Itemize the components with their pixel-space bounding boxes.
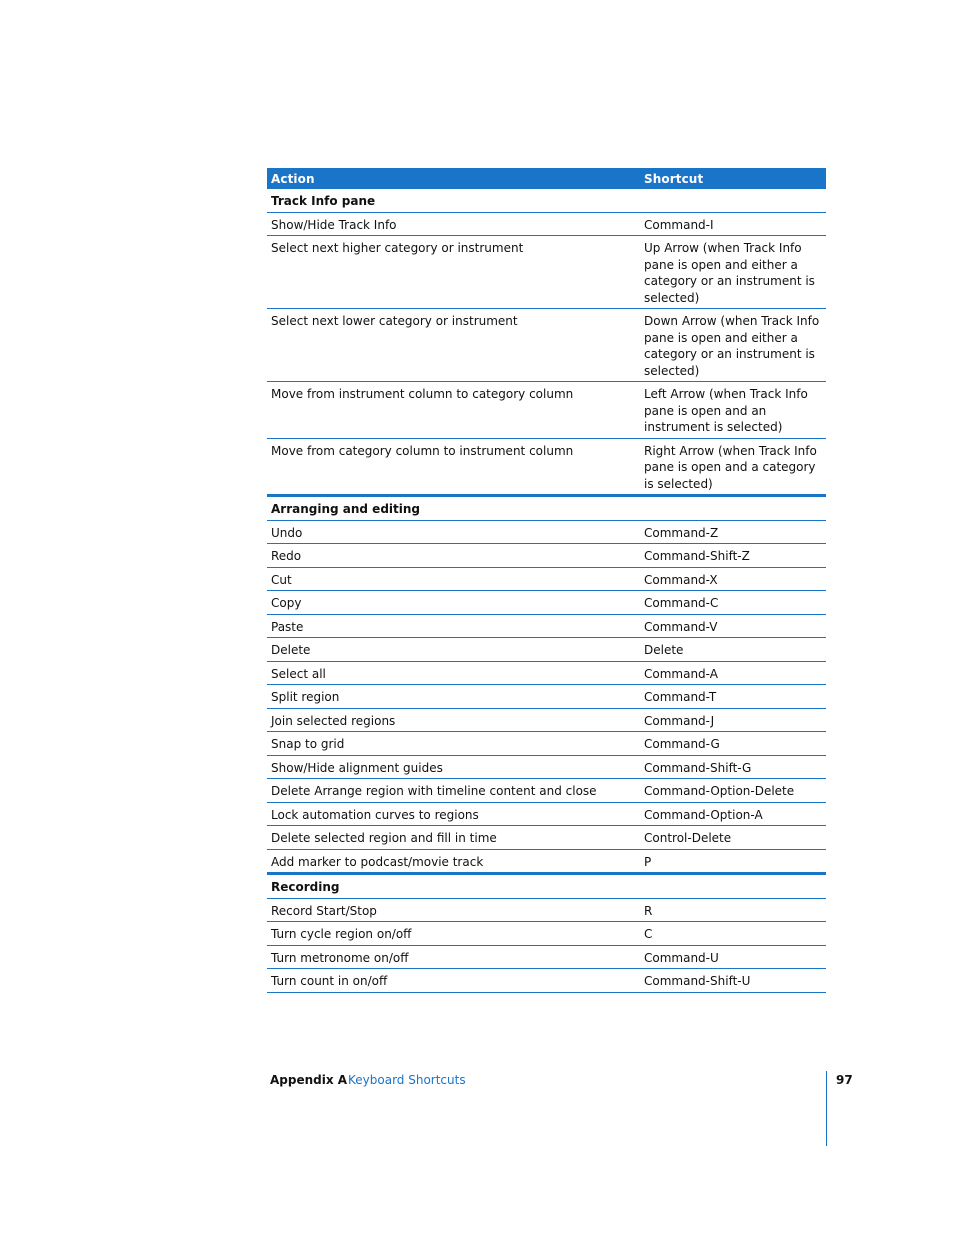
shortcut-table	[267, 168, 826, 993]
shortcut-cell: P	[644, 854, 652, 869]
shortcut-cell: Left Arrow (when Track Info pane is open and an instrument is selected)	[644, 387, 808, 434]
action-cell: Lock automation curves to regions	[271, 807, 479, 822]
table-body	[267, 189, 826, 993]
shortcut-cell: Command-A	[644, 666, 718, 681]
section-header-row	[267, 189, 826, 213]
shortcut-cell: R	[644, 903, 653, 918]
table-row	[267, 826, 826, 850]
table-row	[267, 922, 826, 946]
action-cell: Show/Hide Track Info	[271, 217, 397, 232]
footer-divider	[826, 1071, 827, 1146]
table-row	[267, 709, 826, 733]
shortcut-cell: Command-Shift-U	[644, 974, 751, 988]
footer-section-title[interactable]: Keyboard Shortcuts	[348, 1073, 466, 1087]
action-cell: Cut	[271, 572, 292, 587]
table-row	[267, 309, 826, 382]
table-row	[267, 899, 826, 923]
shortcut-cell: Command-Option-A	[644, 807, 763, 822]
action-cell: Select next lower category or instrument	[271, 314, 518, 328]
shortcut-cell: Command-V	[644, 619, 718, 634]
shortcut-cell: Command-T	[644, 690, 717, 704]
action-cell: Redo	[271, 549, 302, 563]
action-cell: Show/Hide alignment guides	[271, 760, 443, 775]
action-cell: Select next higher category or instrument	[271, 241, 524, 255]
table-row	[267, 544, 826, 568]
section-title: Track Info pane	[271, 194, 376, 208]
table-row	[267, 591, 826, 615]
section-header-row	[267, 495, 826, 521]
shortcut-cell: Right Arrow (when Track Info pane is open and a category is selected)	[644, 443, 817, 491]
shortcut-cell: Command-X	[644, 572, 718, 587]
action-cell: Snap to grid	[271, 737, 345, 751]
table-row	[267, 615, 826, 639]
shortcut-cell: Command-Shift-G	[644, 760, 752, 775]
table-row	[267, 382, 826, 439]
action-cell: Move from instrument column to category column	[271, 387, 574, 401]
table-row	[267, 850, 826, 874]
table-row	[267, 685, 826, 709]
section-spacer	[640, 189, 826, 212]
action-cell: Join selected regions	[271, 713, 396, 728]
shortcut-cell: Command-Option-Delete	[644, 784, 795, 798]
shortcut-cell: Command-Shift-Z	[644, 549, 750, 563]
shortcut-cell: Command-C	[644, 596, 719, 610]
shortcut-cell: Command-I	[644, 217, 714, 232]
page-footer	[270, 1073, 853, 1093]
action-cell: Turn count in on/off	[271, 974, 388, 988]
section-header-row	[267, 873, 826, 899]
table-row	[267, 732, 826, 756]
page-number: 97	[836, 1073, 853, 1087]
shortcut-cell: Up Arrow (when Track Info pane is open and either a category or an instrument is selected)	[644, 241, 815, 305]
action-cell: Add marker to podcast/movie track	[271, 854, 484, 869]
action-cell: Split region	[271, 690, 340, 704]
action-cell: Delete	[271, 643, 311, 657]
table-row	[267, 439, 826, 496]
section-spacer	[640, 497, 826, 520]
table-row	[267, 638, 826, 662]
table-row	[267, 236, 826, 309]
action-cell: Paste	[271, 619, 304, 634]
shortcut-cell: Command-U	[644, 950, 719, 965]
table-row	[267, 779, 826, 803]
action-cell: Move from category column to instrument column	[271, 443, 574, 458]
section-title: Recording	[271, 880, 340, 894]
table-row	[267, 969, 826, 993]
action-cell: Turn cycle region on/off	[271, 927, 412, 941]
header-action: Action	[271, 171, 315, 186]
section-title: Arranging and editing	[271, 502, 421, 516]
table-row	[267, 662, 826, 686]
shortcut-cell: Delete	[644, 643, 684, 657]
table-row	[267, 756, 826, 780]
table-row	[267, 946, 826, 970]
table-row	[267, 213, 826, 237]
action-cell: Delete selected region and fill in time	[271, 831, 497, 845]
action-cell: Delete Arrange region with timeline content and close	[271, 784, 597, 798]
shortcut-cell: Command-Z	[644, 525, 719, 540]
section-spacer	[640, 875, 826, 898]
shortcut-cell: Command-G	[644, 737, 720, 751]
action-cell: Select all	[271, 666, 326, 681]
table-row	[267, 568, 826, 592]
shortcut-cell: Control-Delete	[644, 831, 732, 845]
table-header	[267, 168, 826, 189]
shortcut-cell: Command-J	[644, 713, 715, 728]
action-cell: Record Start/Stop	[271, 903, 377, 918]
table-row	[267, 803, 826, 827]
shortcut-cell: Down Arrow (when Track Info pane is open and either a category or an instrument is selected)	[644, 314, 820, 378]
action-cell: Copy	[271, 596, 302, 610]
header-shortcut: Shortcut	[644, 171, 704, 186]
action-cell: Turn metronome on/off	[271, 950, 409, 965]
footer-appendix-label: Appendix A	[270, 1073, 348, 1087]
table-row	[267, 521, 826, 545]
shortcut-cell: C	[644, 927, 653, 941]
action-cell: Undo	[271, 525, 303, 540]
